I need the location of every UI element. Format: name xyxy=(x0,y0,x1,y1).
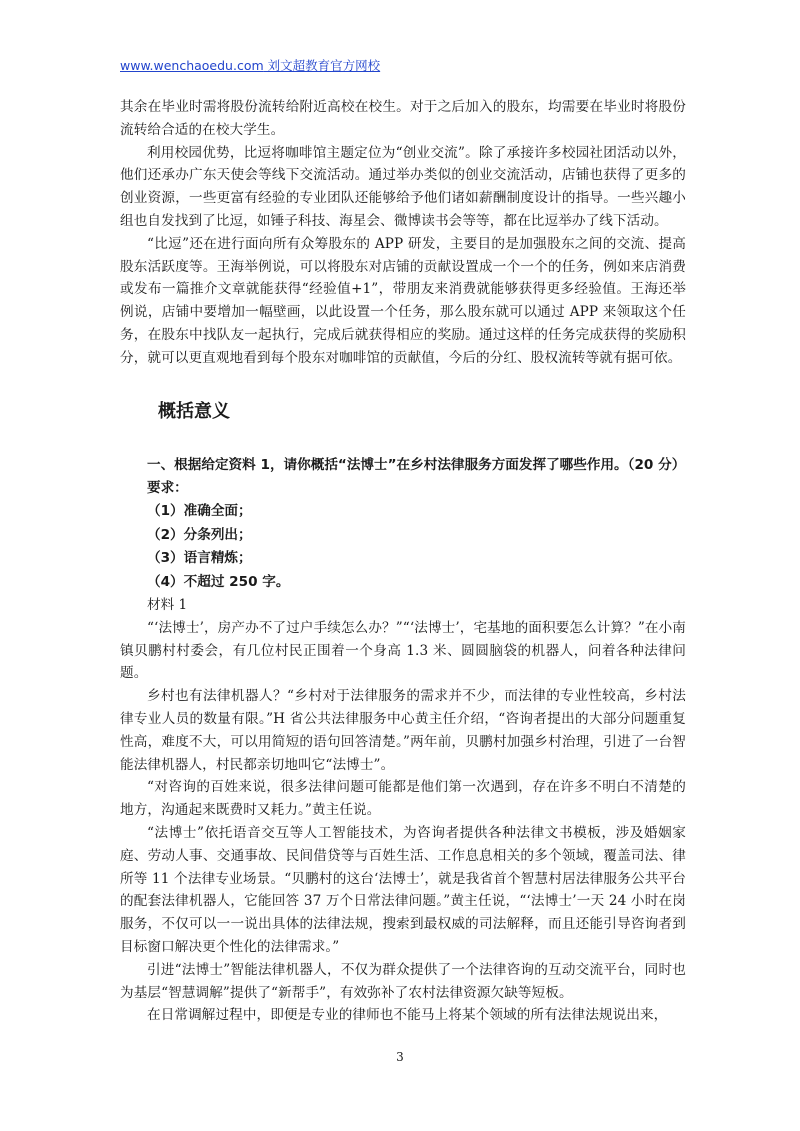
page-number: 3 xyxy=(396,1050,404,1064)
website-link[interactable]: www.wenchaoedu.com xyxy=(120,58,264,73)
material-label: 材料 1 xyxy=(147,597,188,614)
requirement-item: （1）准确全面； xyxy=(147,503,252,520)
requirement-item: （4）不超过 250 字。 xyxy=(147,573,290,590)
page-header xyxy=(120,57,380,75)
paragraph: “法博士”依托语音交互等人工智能技术，为咨询者提供各种法律文书模板，涉及婚姻家庭、劳动人事、交通事故、民间借贷等与百姓生活、工作息息相关的多个领域，覆盖司法、律所等 11 个法律专业场景。“贝鹏村的这台‘法博士’，就是我省首个智慧村居法律服务公共平台的配套法律机器人，它能回答 37 万个日常法律问题。”黄主任说，“‘法博士’一天 24 小时在岗服务，不仅可以一一说出具体的法律法规，搜索到最权威的司法解释，而且还能引导咨询者到目标窗口解决更个性化的法律需求。” xyxy=(120,825,686,956)
requirement-item: （3）语言精炼； xyxy=(147,550,252,567)
paragraph: 引进“法博士”智能法律机器人，不仅为群众提供了一个法律咨询的互动交流平台，同时也为基层“智慧调解”提供了“新帮手”，有效弥补了农村法律资源欠缺等短板。 xyxy=(120,961,686,1001)
paragraph: 乡村也有法律机器人？“乡村对于法律服务的需求并不少，而法律的专业性较高，乡村法律专业人员的数量有限。”H 省公共法律服务中心黄主任介绍，“咨询者提出的大部分问题重复性高，难度不大，可以用简短的语句回答清楚。”两年前，贝鹏村加强乡村治理，引进了一台智能法律机器人，村民都亲切地叫它“法博士”。 xyxy=(120,688,686,773)
document-body xyxy=(120,96,686,1027)
paragraph: “对咨询的百姓来说，很多法律问题可能都是他们第一次遇到，存在许多不明白不清楚的地方，沟通起来既费时又耗力。”黄主任说。 xyxy=(120,779,686,819)
paragraph: “‘法博士’，房产办不了过户手续怎么办？”“‘法博士’，宅基地的面积要怎么计算？”在小南镇贝鹏村村委会，有几位村民正围着一个身高 1.3 米、圆圆脑袋的机器人，问着各种法律问题。 xyxy=(120,619,686,682)
question-heading: 一、根据给定资料 1，请你概括“法博士”在乡村法律服务方面发挥了哪些作用。（20 分） xyxy=(147,456,686,473)
requirements-label: 要求： xyxy=(147,479,188,496)
paragraph: 其余在毕业时需将股份流转给附近高校在校生。对于之后加入的股东，均需要在毕业时将股份流转给合适的在校大学生。 xyxy=(120,99,686,138)
paragraph: 利用校园优势，比逗将咖啡馆主题定位为“创业交流”。除了承接许多校园社团活动以外，他们还承办广东天使会等线下交流活动。通过举办类似的创业交流活动，店铺也获得了更多的创业资源，一些更富有经验的专业团队还能够给予他们诸如薪酬制度设计的指导。一些兴趣小组也自发找到了比逗，如锤子科技、海星会、微博读书会等等，都在比逗举办了线下活动。 xyxy=(120,144,686,229)
paragraph: 在日常调解过程中，即便是专业的律师也不能马上将某个领域的所有法律法规说出来， xyxy=(147,1007,668,1024)
brand-name: 刘文超教育官方网校 xyxy=(263,58,381,73)
requirement-item: （2）分条列出； xyxy=(147,526,252,543)
paragraph: “比逗”还在进行面向所有众筹股东的 APP 研发，主要目的是加强股东之间的交流、提高股东活跃度等。王海举例说，可以将股东对店铺的贡献设置成一个一个的任务，例如来店消费或发布一篇推介文章就能获得“经验值+1”，带朋友来消费就能够获得更多经验值。王海还举例说，店铺中要增加一幅壁画，以此设置一个任务，那么股东就可以通过 APP 来领取这个任务，在股东中找队友一起执行，完成后就获得相应的奖励。通过这样的任务完成获得的奖励积分，就可以更直观地看到每个股东对咖啡馆的贡献值，今后的分红、股权流转等就有据可依。 xyxy=(120,235,686,366)
section-title: 概括意义 xyxy=(158,400,230,422)
